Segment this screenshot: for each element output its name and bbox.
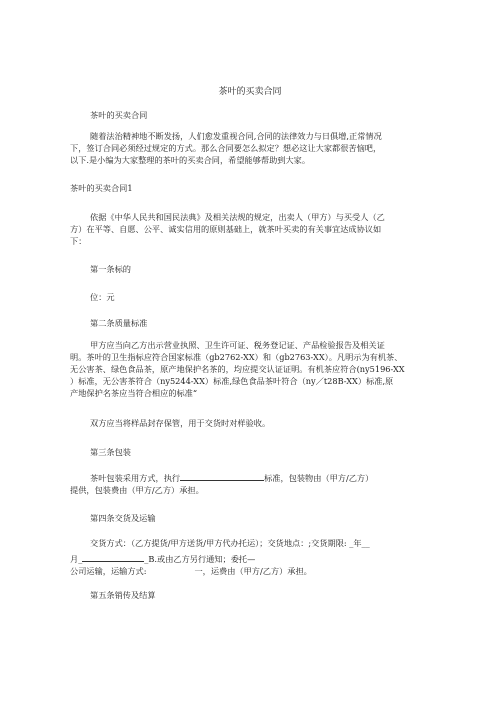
subtitle: 茶叶的买卖合同	[90, 110, 148, 120]
document-title: 茶叶的买卖合同	[218, 87, 282, 97]
article4-heading: 第四条交货及运输	[90, 513, 156, 523]
intro-line-1: 随着法治精神地不断发扬，人们愈发重视合同,合同的法律效力与日俱增,正常情况	[90, 131, 382, 141]
preamble-line-1: 依据《中华人民共和国民法典》及相关法规的规定，出卖人（甲方）与买受人（乙	[90, 212, 385, 222]
article3-line-2: 提供，包装费由（甲方/乙方）承担。	[70, 485, 204, 495]
article2-heading: 第二条质量标准	[90, 318, 148, 328]
article2-line-3: 无公害茶、绿色食品茶，原产地保护名茶的，均应提交认证证明。有机茶应符合(ny5196-XX	[70, 364, 405, 374]
standard-blank	[180, 471, 264, 481]
article2-sample: 双方应当将样品封存保管，用于交货时对样验收。	[90, 418, 271, 428]
article4-line-3-pre: 公司运输，运输方式:	[70, 566, 147, 576]
article2-line-4: ）标准，无公害茶符合（ny5244-XX）标准,绿色食品茶叶符合（ny／t28B-XX）标准,原	[70, 376, 394, 386]
preamble-line-2: 方）在平等、自愿、公平、诚实信用的原则基础上，就茶叶买卖的有关事宜达成协议如	[70, 224, 382, 234]
date-blank	[82, 552, 144, 562]
article4-line-2-post: _B.或由乙方另行通知；委托—	[144, 554, 256, 564]
article4-line-3-post: 一，运费由（甲方/乙方）承担。	[194, 566, 312, 576]
article2-line-1: 甲方应当向乙方出示营业执照、卫生许可证、税务登记证、产品检验报告及相关证	[90, 340, 385, 350]
article3-heading: 第三条包装	[90, 447, 131, 457]
contract-heading: 茶叶的买卖合同1	[70, 183, 133, 193]
article5-heading: 第五条销传及结算	[90, 590, 156, 600]
intro-line-2: 下，签订合同必须经过规定的方式。那么合同要怎么拟定？想必这让大家都很苦恼吧，	[70, 143, 382, 153]
article3-line-1-pre: 茶叶包装采用方式，执行	[90, 473, 181, 483]
article4-line-3	[70, 566, 312, 577]
article4-line-2-pre: 月_	[70, 554, 83, 564]
article1-unit: 位：元	[90, 292, 115, 302]
article1-heading: 第一条标的	[90, 264, 131, 274]
article3-line-1-post: 标准，包装物由（甲方/乙方）	[264, 473, 374, 483]
intro-line-3: 以下.是小编为大家整理的茶叶的买卖合同，希望能够帮助到大家。	[70, 155, 311, 165]
article2-line-5: 产地保护名茶应当符合相应的标准“	[70, 388, 197, 398]
article4-line-2	[70, 552, 255, 565]
preamble-line-3: 下：	[70, 236, 87, 246]
article3-line-1	[90, 471, 373, 484]
article2-line-2: 明。茶叶的卫生指标应符合国家标准（gb2762-XX）和（gb2763-XX）。凡明示为有机茶、	[70, 352, 403, 362]
article4-line-1: 交货方式：（乙方提货/甲方送货/甲方代办托运）；交货地点：;交货期限: _年__	[90, 538, 370, 548]
